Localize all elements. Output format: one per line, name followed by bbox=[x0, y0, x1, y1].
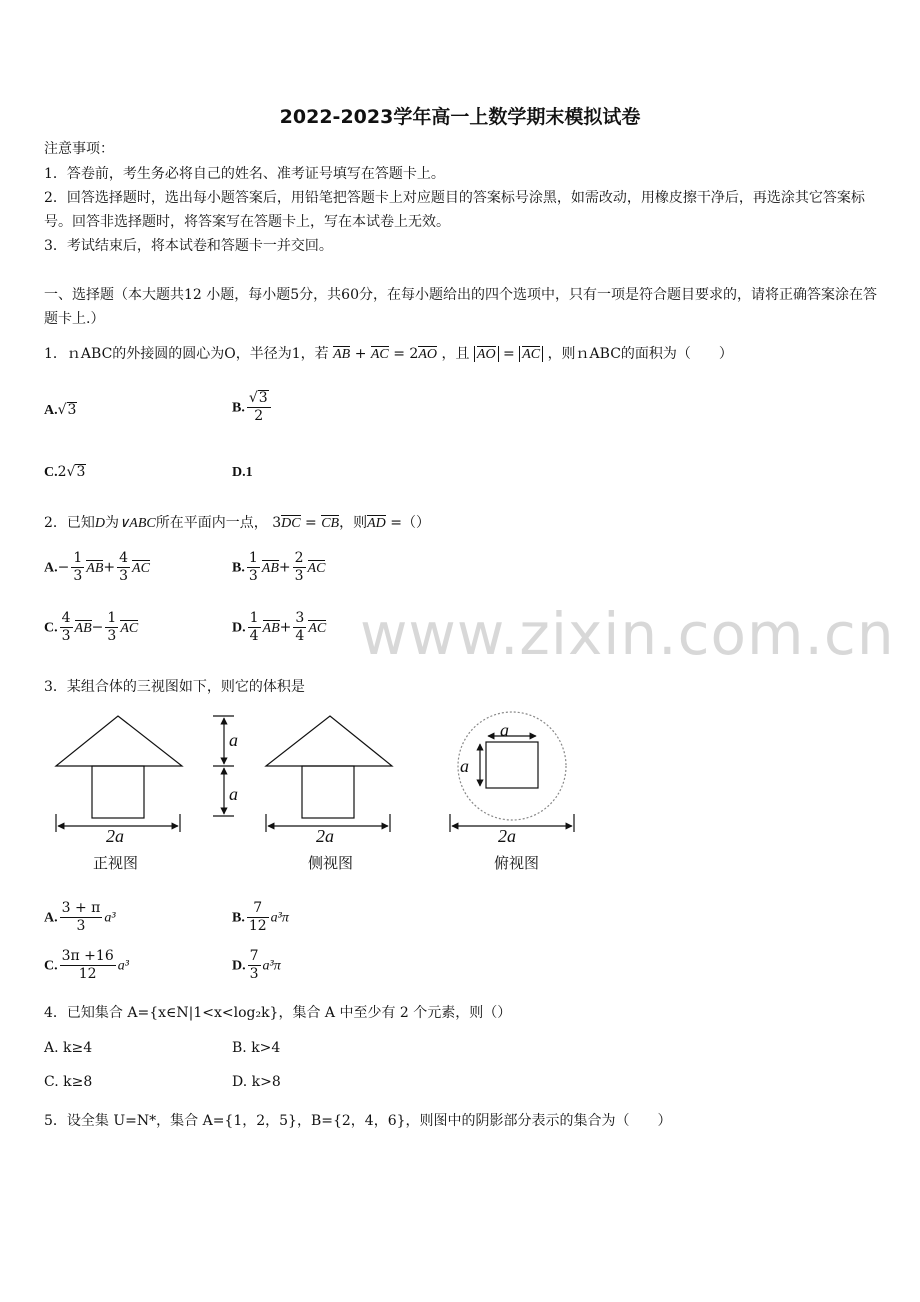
fraction: $\frac{2}{3}$ bbox=[294, 550, 304, 584]
dim-2a-side: 2a bbox=[316, 826, 334, 846]
vector-ab: AB bbox=[333, 347, 351, 362]
dim-2a-front: 2a bbox=[106, 826, 124, 846]
watermark: www.zixin.com.cn bbox=[360, 600, 895, 668]
dim-a-upper: a bbox=[229, 730, 238, 750]
vector-ac: AC bbox=[120, 620, 139, 636]
q1-text-1: 1．ｎABC的外接圆的圆心为O，半径为1，若 bbox=[44, 346, 329, 362]
option-label: B. bbox=[232, 560, 245, 576]
q3-option-b[interactable] bbox=[232, 900, 289, 935]
top-view-label: 俯视图 bbox=[494, 854, 540, 872]
q4-option-b[interactable]: B. k>4 bbox=[232, 1040, 281, 1056]
dim-a-top-horizontal: a bbox=[500, 720, 509, 740]
option-label: B. bbox=[232, 910, 245, 926]
question-2: 2．已知D为∨ABC所在平面内一点， 3DC = CB，则AD =（） bbox=[44, 515, 430, 531]
equals-sign: = bbox=[393, 346, 405, 362]
vector-ao: AO bbox=[418, 347, 437, 362]
sign: + bbox=[103, 559, 116, 576]
vector-ab: AB bbox=[261, 560, 279, 576]
abs-ac bbox=[519, 346, 543, 362]
front-view-label: 正视图 bbox=[93, 854, 139, 872]
q2-option-c[interactable] bbox=[44, 610, 138, 645]
side-square bbox=[302, 766, 354, 818]
notice-item-3: 3．考试结束后，将本试卷和答题卡一并交回。 bbox=[44, 238, 333, 254]
fraction: $\frac{7}{3}$ bbox=[249, 948, 259, 982]
sqrt-value: 3 bbox=[67, 402, 77, 418]
notice-item-2: 2．回答选择题时，选出每小题答案后，用铅笔把答题卡上对应题目的答案标号涂黑，如需改动，用橡皮擦干净后，再选涂其它答案标号。回答非选择题时，将答案写在答题卡上，写在本试卷上无效。 bbox=[44, 190, 865, 230]
term: a³ bbox=[104, 910, 116, 926]
vector-ab: AB bbox=[74, 620, 92, 636]
option-label: D. bbox=[232, 958, 246, 974]
section-heading: 一、选择题（本大题共12 小题，每小题5分，共60分，在每小题给出的四个选项中，只有一项是符合题目要求的，请将正确答案涂在答题卡上.） bbox=[44, 287, 877, 327]
fraction: $\frac{3}{4}$ bbox=[295, 610, 305, 644]
question-4: 4．已知集合 A={x∈N|1<x<log₂k}，集合 A 中至少有 2 个元素，则（） bbox=[44, 1005, 512, 1021]
q2-text-2: 为 bbox=[105, 515, 120, 531]
coef-three: 3 bbox=[272, 515, 282, 531]
q2-option-d[interactable] bbox=[232, 610, 326, 645]
q1-option-d[interactable] bbox=[232, 464, 253, 481]
fraction: $\frac{3\pi +16}{12}$ bbox=[61, 948, 114, 982]
sign: − bbox=[57, 559, 70, 576]
q4-option-a[interactable]: A. k≥4 bbox=[44, 1040, 93, 1056]
term: a³ bbox=[117, 958, 129, 974]
sqrt-value: 3 bbox=[76, 464, 86, 480]
dim-2a-top: 2a bbox=[498, 826, 516, 846]
fraction: $\frac{√3}{2}$ bbox=[247, 390, 271, 425]
q2-text-5: =（） bbox=[390, 515, 430, 531]
side-view-label: 侧视图 bbox=[308, 854, 354, 872]
vector-ab: AB bbox=[86, 560, 104, 576]
vector-ac-abs: AC bbox=[522, 347, 541, 362]
option-label: A. bbox=[44, 560, 58, 576]
triangle-abc: ∨ABC bbox=[119, 516, 156, 531]
question-1 bbox=[44, 343, 733, 363]
dim-a-top-vertical: a bbox=[460, 756, 469, 776]
notice-heading: 注意事项： bbox=[44, 141, 114, 157]
sign: + bbox=[278, 559, 291, 576]
fraction: $\frac{3 + \pi}{3}$ bbox=[61, 900, 101, 934]
q1-option-a[interactable]: A.√3 bbox=[44, 402, 77, 418]
point-d: D bbox=[94, 516, 106, 531]
q1-text-3: ，则ｎABC的面积为（ ） bbox=[547, 346, 733, 362]
q3-option-d[interactable] bbox=[232, 948, 281, 983]
q1-option-c[interactable]: C.2√3 bbox=[44, 464, 86, 480]
option-label: A. bbox=[44, 910, 58, 926]
denominator: 2 bbox=[254, 408, 264, 424]
notice-item-1: 1．答卷前，考生务必将自己的姓名、准考证号填写在答题卡上。 bbox=[44, 166, 445, 182]
fraction: $\frac{4}{3}$ bbox=[119, 550, 129, 584]
option-label: A. bbox=[44, 403, 58, 418]
q3-option-a[interactable] bbox=[44, 900, 116, 935]
q1-text-2: ，且 bbox=[441, 346, 470, 362]
q4-option-c[interactable]: C. k≥8 bbox=[44, 1074, 93, 1090]
vector-ao-abs: AO bbox=[476, 347, 496, 362]
q2-text-4: ，则 bbox=[339, 515, 368, 531]
term: a³π bbox=[270, 910, 289, 926]
vector-cb: CB bbox=[321, 516, 340, 531]
option-label: D.1 bbox=[232, 465, 253, 480]
abs-ao bbox=[474, 346, 499, 362]
vector-dc: DC bbox=[281, 516, 301, 531]
vector-ac: AC bbox=[132, 560, 150, 576]
option-label: C. bbox=[44, 958, 58, 974]
sign: − bbox=[91, 619, 104, 636]
question-5: 5．设全集 U=N*，集合 A={1，2，5}，B={2，4，6}，则图中的阴影部分表示的集合为（ ） bbox=[44, 1113, 672, 1129]
vector-ac: AC bbox=[307, 560, 326, 576]
fraction: $\frac{1}{4}$ bbox=[249, 610, 259, 644]
vector-ab: AB bbox=[262, 620, 280, 636]
q4-option-d[interactable]: D. k>8 bbox=[232, 1074, 281, 1090]
vector-ac: AC bbox=[308, 620, 327, 636]
sign: + bbox=[279, 619, 292, 636]
side-triangle bbox=[266, 716, 392, 766]
top-circle bbox=[458, 712, 566, 820]
option-label: B. bbox=[232, 400, 245, 416]
fraction: $\frac{4}{3}$ bbox=[61, 610, 71, 644]
option-label: C. bbox=[44, 465, 58, 480]
question-3: 3．某组合体的三视图如下，则它的体积是 bbox=[44, 679, 305, 695]
vector-ad: AD bbox=[367, 516, 386, 531]
coef-two: 2 bbox=[409, 346, 419, 362]
option-label: D. bbox=[232, 620, 246, 636]
equals-sign-2: = bbox=[503, 346, 515, 362]
numerator: 3 bbox=[258, 390, 268, 406]
q3-option-c[interactable] bbox=[44, 948, 129, 983]
fraction: $\frac{1}{3}$ bbox=[248, 550, 258, 584]
front-triangle bbox=[56, 716, 182, 766]
fraction: $\frac{1}{3}$ bbox=[107, 610, 117, 644]
q2-text-3: 所在平面内一点， bbox=[155, 515, 268, 531]
coefficient: 2 bbox=[57, 464, 67, 480]
q2-text-1: 2．已知 bbox=[44, 515, 95, 531]
plus-sign: + bbox=[354, 346, 367, 362]
page-title: 2022-2023学年高一上数学期末模拟试卷 bbox=[279, 106, 641, 128]
dim-a-lower: a bbox=[229, 784, 238, 804]
front-square bbox=[92, 766, 144, 818]
q2-option-a[interactable] bbox=[44, 550, 150, 585]
q2-option-b[interactable] bbox=[232, 550, 325, 585]
q1-option-b[interactable] bbox=[232, 390, 273, 425]
term: a³π bbox=[262, 958, 281, 974]
vector-ac: AC bbox=[370, 347, 389, 362]
fraction: $\frac{7}{12}$ bbox=[248, 900, 267, 934]
three-view-diagram bbox=[40, 706, 600, 876]
option-label: C. bbox=[44, 620, 58, 636]
top-square bbox=[486, 742, 538, 788]
fraction: $\frac{1}{3}$ bbox=[73, 550, 83, 584]
